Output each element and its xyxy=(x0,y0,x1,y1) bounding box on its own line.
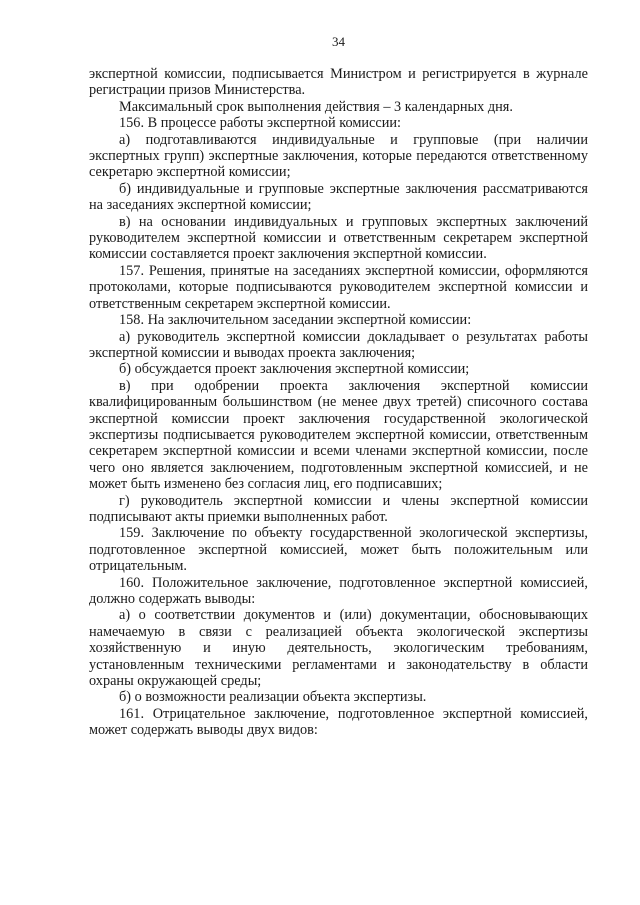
page-number: 34 xyxy=(332,34,345,49)
paragraph: а) руководитель экспертной комиссии докладывает о результатах работы экспертной комиссии и выводах проекта заключения; xyxy=(89,328,588,361)
paragraph: г) руководитель экспертной комиссии и члены экспертной комиссии подписывают акты приемки выполненных работ. xyxy=(89,492,588,525)
paragraph: 161. Отрицательное заключение, подготовленное экспертной комиссией, может содержать выводы двух видов: xyxy=(89,705,588,739)
paragraph: 156. В процессе работы экспертной комиссии: xyxy=(119,115,402,132)
paragraph: б) индивидуальные и групповые экспертные заключения рассматриваются на заседаниях экспертной комиссии; xyxy=(89,180,588,214)
paragraph: 157. Решения, принятые на заседаниях экспертной комиссии, оформляются протоколами, которые подписываются руководителем экспертной комиссии и ответственным секретарем экспертной комиссии. xyxy=(89,262,588,312)
paragraph: а) о соответствии документов и (или) документации, обосновывающих намечаемую в связи с реализацией объекта экологической экспертизы хозяйственную и иную деятельность, экологическим требованиям, установленным техническими регламентами и законодательству в области охраны окружающей среды; xyxy=(89,607,588,690)
paragraph: б) о возможности реализации объекта экспертизы. xyxy=(119,689,427,706)
paragraph: в) при одобрении проекта заключения экспертной комиссии квалифицированным большинством (не менее двух третей) списочного состава экспертной комиссии проект заключения государственной экологической экспертизы подписывается руководителем экспертной комиссии, ответственным секретарем экспертной комиссии и всеми членами экспертной комиссии, после чего оно является заключением, подготовленным экспертной комиссией, и не может быть изменено без согласия лиц, его подписавших; xyxy=(89,377,588,493)
paragraph: Максимальный срок выполнения действия – 3 календарных дня. xyxy=(119,98,513,115)
document-body xyxy=(89,66,588,739)
paragraph: 159. Заключение по объекту государственной экологической экспертизы, подготовленное экспертной комиссией, может быть положительным или отрицательным. xyxy=(89,525,588,575)
paragraph: 158. На заключительном заседании экспертной комиссии: xyxy=(119,312,472,329)
paragraph: а) подготавливаются индивидуальные и групповые (при наличии экспертных групп) экспертные заключения, которые передаются ответственному секретарю экспертной комиссии; xyxy=(89,131,588,181)
paragraph: экспертной комиссии, подписывается Министром и регистрируется в журнале регистрации призов Министерства. xyxy=(89,66,588,99)
paragraph: б) обсуждается проект заключения экспертной комиссии; xyxy=(119,361,470,378)
paragraph: 160. Положительное заключение, подготовленное экспертной комиссией, должно содержать выводы: xyxy=(89,574,588,607)
paragraph: в) на основании индивидуальных и групповых экспертных заключений руководителем экспертной комиссии и ответственным секретарем экспертной комиссии составляется проект заключения экспертной комиссии. xyxy=(89,213,588,263)
